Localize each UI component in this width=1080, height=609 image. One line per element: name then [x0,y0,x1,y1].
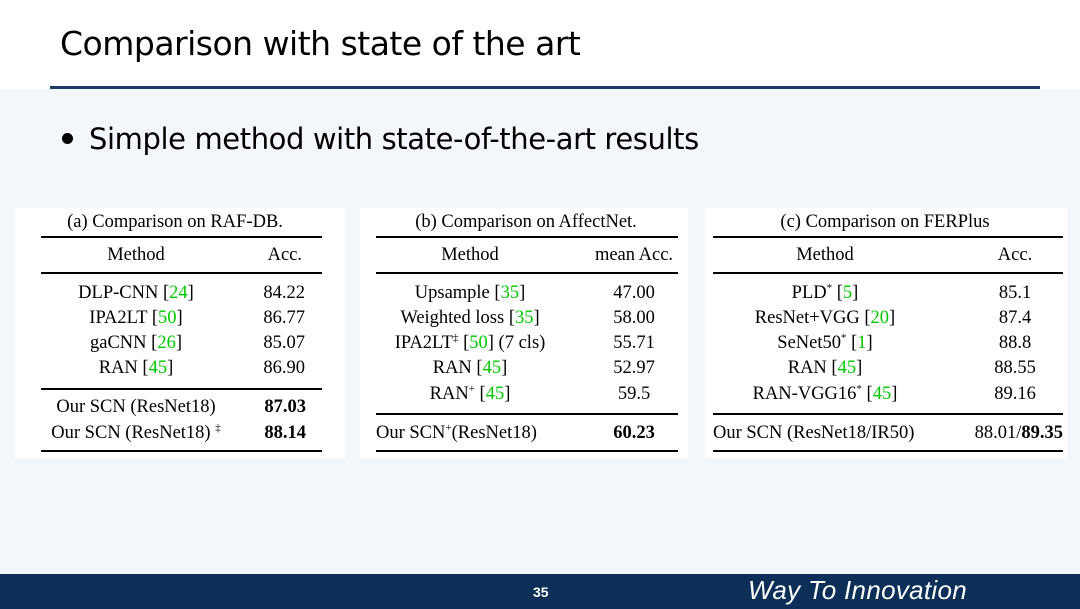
table-row-acc: 59.5 [617,384,651,404]
table-top-rule [713,236,1063,238]
table-raf-db [15,208,345,458]
table-row-method: RAN [45] [432,358,508,378]
table-caption: (a) Comparison on RAF-DB. [67,212,283,232]
ours-row-method: Our SCN (ResNet18/IR50) [713,423,915,443]
table-top-rule [376,236,678,238]
table-mid-rule [713,413,1063,415]
page-number: 35 [533,584,549,600]
table-row-acc: 55.71 [613,333,655,353]
ours-row-acc: 60.23 [613,423,655,443]
table-row-method: PLD* [5] [791,282,859,303]
table-row-acc: 89.16 [994,384,1036,404]
column-header-method: Method [796,245,854,265]
table-bottom-rule [376,450,678,452]
table-row-acc: 85.07 [263,333,305,353]
column-header-method: Method [107,245,165,265]
table-row-method: SeNet50* [1] [777,332,873,353]
table-affectnet [360,208,688,458]
bullet-dot-icon [62,133,73,144]
table-row-acc: 87.4 [998,308,1032,328]
table-row-method: RAN-VGG16* [45] [752,383,898,404]
table-ferplus [705,208,1067,458]
table-header-rule [376,272,678,274]
table-row-acc: 88.55 [994,358,1036,378]
table-row-method: Weighted loss [35] [400,308,540,328]
table-header-rule [41,272,322,274]
table-bottom-rule [41,450,322,452]
table-row-method: ResNet+VGG [20] [754,308,896,328]
column-header-acc: Acc. [267,245,302,265]
column-header-method: Method [441,245,499,265]
footer-bar [0,574,1080,609]
table-row-method: RAN+ [45] [429,383,511,404]
bullet-point [62,122,699,156]
table-row-acc: 47.00 [613,283,655,303]
ours-row-acc: 87.03 [264,397,306,417]
table-row-method: RAN [45] [787,358,863,378]
slogan-logo: Way To Innovation [748,575,968,605]
bullet-text: Simple method with state-of-the-art results [89,122,699,156]
table-bottom-rule [713,450,1063,452]
table-row-acc: 84.22 [263,283,305,303]
table-row-acc: 85.1 [998,283,1032,303]
column-header-mean-acc: mean Acc. [594,245,674,265]
table-row-method: IPA2LT‡ [50] (7 cls) [394,332,546,353]
ours-row-method: Our SCN+(ResNet18) [376,422,537,443]
table-row-method: gaCNN [26] [90,333,182,353]
ours-row-acc: 88.14 [264,423,306,443]
column-header-acc: Acc. [997,245,1033,265]
table-row-acc: 52.97 [613,358,655,378]
table-row-method: IPA2LT [50] [89,308,183,328]
ours-row-method: Our SCN (ResNet18) ‡ [51,422,221,443]
table-header-rule [713,272,1063,274]
table-row-method: Upsample [35] [414,283,526,303]
ours-row-method: Our SCN (ResNet18) [56,397,216,417]
table-row-acc: 86.77 [263,308,305,328]
table-row-acc: 86.90 [263,358,305,378]
table-mid-rule [41,388,322,390]
table-row-method: DLP-CNN [24] [78,283,194,303]
table-row-acc: 88.8 [998,333,1032,353]
table-mid-rule [376,413,678,415]
slide-title: Comparison with state of the art [60,24,581,63]
table-row-acc: 58.00 [613,308,655,328]
ours-row-acc: 88.01/89.35 [974,423,1063,443]
table-caption: (b) Comparison on AffectNet. [415,212,637,232]
table-top-rule [41,236,322,238]
table-row-method: RAN [45] [98,358,174,378]
table-caption: (c) Comparison on FERPlus [780,212,990,232]
